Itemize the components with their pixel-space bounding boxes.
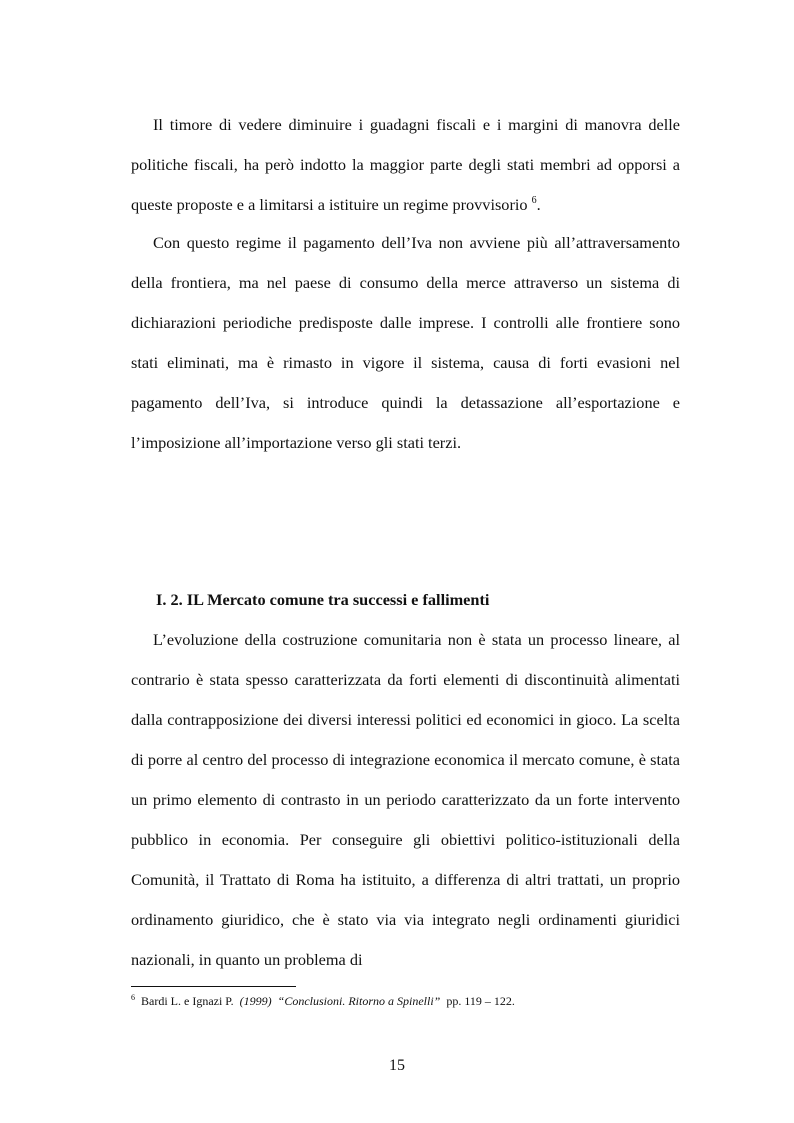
paragraph-1-text: Il timore di vedere diminuire i guadagni fiscali e i margini di manovra delle politiche fiscali, ha però indotto la maggior parte degli stati membri ad opporsi a queste proposte e a limitarsi a istituire un regime provvisorio (131, 115, 680, 214)
body-paragraph-1 (131, 105, 680, 225)
body-paragraph-3: L’evoluzione della costruzione comunitaria non è stata un processo lineare, al contrario è stata spesso caratterizzata da forti elementi di discontinuità alimentati dalla contrapposizione dei diversi interessi politici ed economici in gioco. La scelta di porre al centro del processo di integrazione economica il mercato comune, è stata un primo elemento di contrasto in un periodo caratterizzato da un forte intervento pubblico in economia. Per conseguire gli obiettivi politico-istituzionali della Comunità, il Trattato di Roma ha istituito, a differenza di altri trattati, un proprio ordinamento giuridico, che è stato via via integrato negli ordinamenti giuridici nazionali, in quanto un problema di (131, 630, 680, 969)
paragraph-1-tail: . (536, 195, 541, 214)
footnote-authors: Bardi L. e Ignazi P. (141, 994, 234, 1008)
footnote-reference-6[interactable]: 6 (531, 195, 537, 206)
footnote-6 (131, 993, 515, 1009)
footnote-year: (1999) (239, 994, 272, 1008)
section-heading: I. 2. IL Mercato comune tra successi e fallimenti (156, 590, 490, 609)
footnote-separator (131, 986, 296, 987)
footnote-number: 6 (131, 993, 135, 1002)
footnote-title: “Conclusioni. Ritorno a Spinelli” (277, 994, 441, 1008)
body-paragraph-2: Con questo regime il pagamento dell’Iva non avviene più all’attraversamento della frontiera, ma nel paese di consumo della merce attraverso un sistema di dichiarazioni periodiche predisposte dalle imprese. I controlli alle frontiere sono stati eliminati, ma è rimasto in vigore il sistema, causa di forti evasioni nel pagamento dell’Iva, si introduce quindi la detassazione all’esportazione e l’imposizione all’importazione verso gli stati terzi. (131, 233, 680, 452)
footnote-pages: pp. 119 – 122. (446, 994, 515, 1008)
page-number: 15 (389, 1057, 405, 1074)
